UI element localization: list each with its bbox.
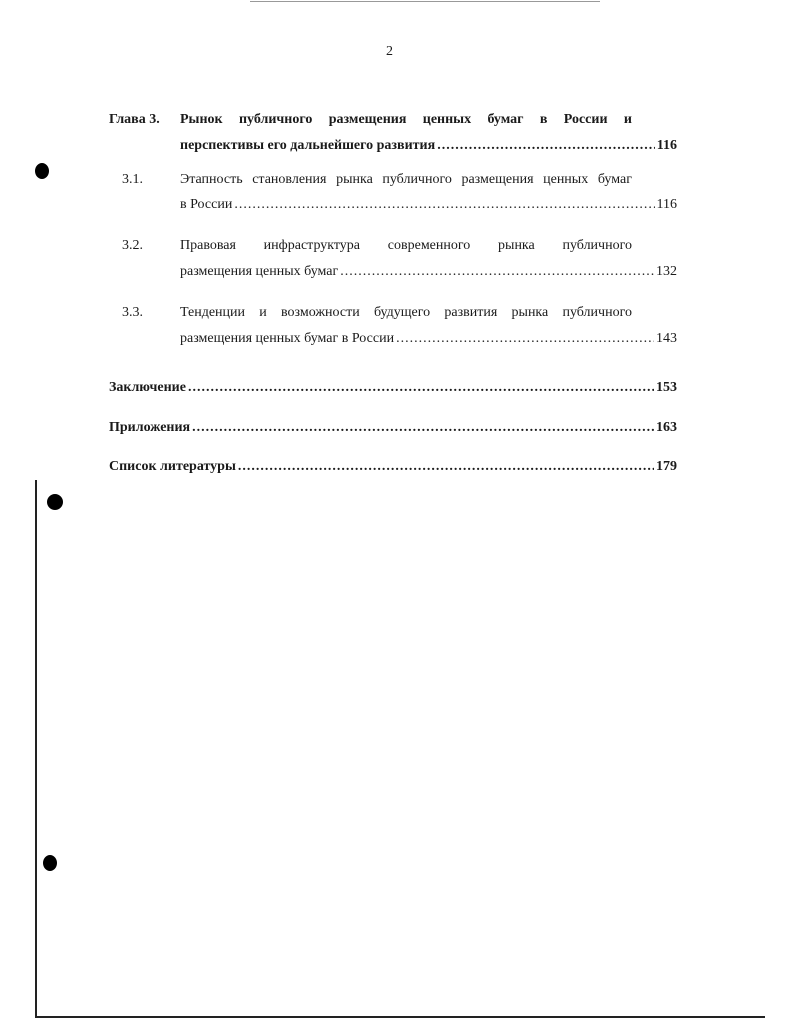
section-title-line1 xyxy=(180,172,632,188)
word: Рынок xyxy=(180,112,223,127)
entry-title: размещения ценных бумаг xyxy=(180,264,339,279)
section-number: 3.2. xyxy=(122,238,143,253)
word: публичного xyxy=(562,305,632,320)
word: Тенденции xyxy=(180,305,246,320)
entry-page: 116 xyxy=(656,138,677,153)
word: развития xyxy=(444,305,498,320)
word: бумаг xyxy=(597,172,632,187)
toc-entry-bibliography[interactable] xyxy=(109,459,677,475)
toc-entry-chapter-3[interactable] xyxy=(180,138,677,154)
entry-page: 179 xyxy=(656,459,677,474)
word: возможности xyxy=(281,305,360,320)
toc-entry-conclusion[interactable] xyxy=(109,380,677,396)
word: бумаг xyxy=(487,112,524,127)
entry-page: 153 xyxy=(656,380,677,395)
dot-leader xyxy=(437,138,655,154)
chapter-title-line1 xyxy=(180,112,632,128)
entry-title: Список литературы xyxy=(109,459,236,474)
word: и xyxy=(623,112,632,127)
entry-title: в России xyxy=(180,197,233,212)
word: в xyxy=(539,112,548,127)
section-number: 3.1. xyxy=(122,172,143,187)
word: публичного xyxy=(562,238,632,253)
toc-entry-3-3[interactable] xyxy=(180,331,677,347)
word: размещения xyxy=(328,112,407,127)
toc-entry-appendices[interactable] xyxy=(109,420,677,436)
word: ценных xyxy=(543,172,589,187)
entry-title: Приложения xyxy=(109,420,191,435)
dot-leader xyxy=(238,459,654,475)
entry-title: Заключение xyxy=(109,380,186,395)
toc-entry-3-1[interactable] xyxy=(180,197,677,213)
dot-leader xyxy=(234,197,654,213)
word: современного xyxy=(387,238,471,253)
word: ценных xyxy=(422,112,472,127)
word: рынка xyxy=(498,238,535,253)
word: размещения xyxy=(461,172,534,187)
word: Этапность xyxy=(180,172,243,187)
dot-leader xyxy=(188,380,654,396)
scan-edge-bottom xyxy=(35,1016,765,1018)
page-number: 2 xyxy=(386,44,393,59)
word: инфраструктура xyxy=(263,238,361,253)
entry-page: 132 xyxy=(656,264,677,279)
word: публичного xyxy=(238,112,313,127)
word: России xyxy=(563,112,608,127)
scan-blot xyxy=(35,163,49,179)
toc-entry-3-2[interactable] xyxy=(180,264,677,280)
scan-edge-top xyxy=(250,1,600,2)
scan-blot xyxy=(47,494,63,510)
entry-title: размещения ценных бумаг в России xyxy=(180,331,395,346)
entry-page: 143 xyxy=(656,331,677,346)
entry-page: 163 xyxy=(656,420,677,435)
chapter-label: Глава 3. xyxy=(109,112,160,127)
word: публичного xyxy=(382,172,452,187)
word: будущего xyxy=(373,305,431,320)
word: и xyxy=(259,305,267,320)
section-title-line1 xyxy=(180,238,632,254)
entry-page: 116 xyxy=(656,197,677,212)
dot-leader xyxy=(192,420,654,436)
dot-leader xyxy=(396,331,654,347)
word: рынка xyxy=(336,172,373,187)
scan-edge-left xyxy=(35,480,37,1016)
scan-blot xyxy=(43,855,57,871)
word: становления xyxy=(252,172,327,187)
section-number: 3.3. xyxy=(122,305,143,320)
word: Правовая xyxy=(180,238,236,253)
section-title-line1 xyxy=(180,305,632,321)
dot-leader xyxy=(340,264,654,280)
entry-title: перспективы его дальнейшего развития xyxy=(180,138,436,153)
word: рынка xyxy=(511,305,549,320)
